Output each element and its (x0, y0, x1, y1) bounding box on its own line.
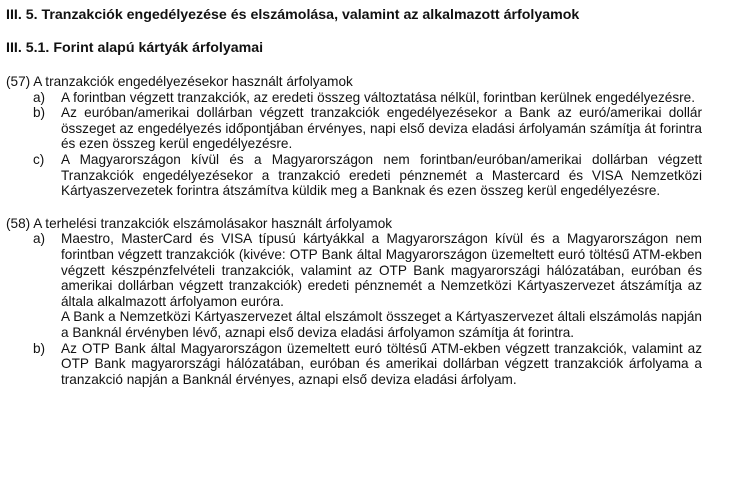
subsection-heading: III. 5.1. Forint alapú kártyák árfolyamai (6, 40, 264, 56)
list-item-text: Az euróban/amerikai dollárban végzett tranzakciók engedélyezésekor a Bank az euró/amerikai dollár összeget az engedélyezés időpontjában érvényes, napi első deviza eladási árfolyamán számítja át forintra és ezen összeg kerül engedélyezésre. (61, 105, 702, 152)
clause-57-title: (57) A tranzakciók engedélyezésekor használt árfolyamok (6, 74, 353, 89)
list-item-text: Az OTP Bank által Magyarországon üzemeltett euró töltésű ATM-ekben végzett tranzakciók, valamint az OTP Bank magyarországi hálózatában, euróban és amerikai dollárban végzett tranzakciók árfolyama a tranzakció napján a Banknál érvényes, aznapi első deviza eladási árfolyam. (61, 340, 702, 387)
list-item-text: A Bank a Nemzetközi Kártyaszervezet által elszámolt összeget a Kártyaszervezet általi elszámolás napján a Banknál érvényben lévő, aznapi első deviza eladási árfolyamon számítja át forintra. (61, 309, 702, 340)
list-marker: b) (33, 340, 46, 356)
list-item (6, 341, 702, 388)
list-marker: b) (33, 105, 46, 121)
clause-58-title: (58) A terhelési tranzakciók elszámolásakor használt árfolyamok (6, 215, 393, 231)
section-heading: III. 5. Tranzakciók engedélyezése és elszámolása, valamint az alkalmazott árfolyamok (6, 7, 580, 23)
list-item-text: A Magyarországon kívül és a Magyarországon nem forintban/euróban/amerikai dollárban végzett Tranzakciók engedélyezésekor a tranzakció eredeti pénznemét a Mastercard és VISA Nemzetközi Kártyaszervezetek forintra átszámítva küldik meg a Banknak és ezen összeg kerül engedélyezésre. (61, 151, 702, 199)
clause-57 (6, 74, 702, 199)
list-marker: a) (33, 231, 46, 247)
clause-58-list (6, 231, 702, 387)
list-item-text: A forintban végzett tranzakciók, az eredeti összeg változtatása nélkül, forintban kerülnek engedélyezésre. (61, 89, 695, 105)
list-marker: c) (33, 151, 45, 167)
clause-58 (6, 216, 702, 388)
list-item (6, 152, 702, 199)
list-item (6, 105, 702, 152)
list-item (6, 90, 702, 106)
clause-57-list (6, 90, 702, 199)
list-marker: a) (33, 89, 46, 105)
list-item-text: Maestro, MasterCard és VISA típusú kártyákkal a Magyarországon kívül és a Magyarországon nem forintban végzett tranzakciók (kivéve: OTP Bank által Magyarországon üzemeltett euró töltésű ATM-ekben végzett készpénzfelvételi tranzakciók, valamint az OTP Bank magyarországi hálózatában, euróban és amerikai dollárban végzett tranzakciók) eredeti pénznemét a Nemzetközi Kártyaszervezet átszámítja az általa alkalmazott árfolyamon euróra. (61, 231, 702, 309)
list-item (6, 231, 702, 340)
